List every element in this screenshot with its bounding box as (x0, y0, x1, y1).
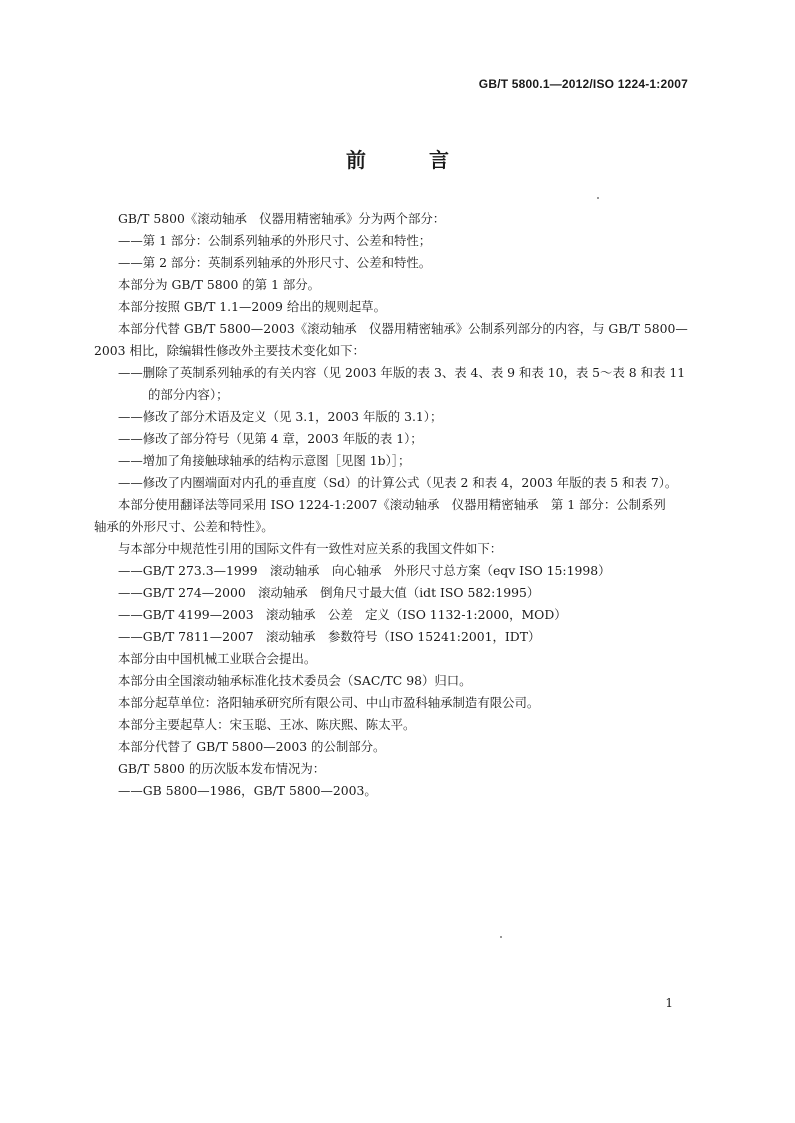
text-line: ——GB/T 273.3—1999 滚动轴承 向心轴承 外形尺寸总方案（eqv ISO 15:1998） (118, 563, 611, 578)
text-line: 本部分主要起草人：宋玉聪、王冰、陈庆熙、陈太平。 (118, 717, 416, 732)
scan-speck (597, 197, 599, 199)
text-line: ——修改了部分符号（见第 4 章，2003 年版的表 1）； (118, 431, 423, 446)
text-line: 本部分代替了 GB/T 5800—2003 的公制部分。 (118, 739, 386, 754)
text-line: ——第 2 部分：英制系列轴承的外形尺寸、公差和特性。 (118, 255, 432, 270)
text-line: ——第 1 部分：公制系列轴承的外形尺寸、公差和特性； (118, 233, 432, 248)
preface-body (94, 208, 698, 802)
text-line: ——增加了角接触球轴承的结构示意图［见图 1b）］； (118, 453, 411, 468)
page-title: 前 言 (346, 148, 477, 172)
text-line: 2003 相比，除编辑性修改外主要技术变化如下： (94, 343, 365, 358)
text-line: 轴承的外形尺寸、公差和特性》。 (94, 519, 274, 534)
text-line: GB/T 5800《滚动轴承 仪器用精密轴承》分为两个部分： (118, 211, 446, 226)
text-line: 本部分代替 GB/T 5800—2003《滚动轴承 仪器用精密轴承》公制系列部分的内容，与 GB/T 5800— (118, 321, 688, 336)
text-line: 本部分由全国滚动轴承标准化技术委员会（SAC/TC 98）归口。 (118, 673, 472, 688)
text-line: 的部分内容）； (148, 387, 229, 402)
text-line: 本部分为 GB/T 5800 的第 1 部分。 (118, 277, 321, 292)
text-line: ——GB 5800—1986，GB/T 5800—2003。 (118, 783, 377, 798)
text-line: 与本部分中规范性引用的国际文件有一致性对应关系的我国文件如下： (118, 541, 503, 556)
text-line: 本部分使用翻译法等同采用 ISO 1224-1:2007《滚动轴承 仪器用精密轴承 第 1 部分：公制系列 (118, 497, 666, 512)
text-line: ——删除了英制系列轴承的有关内容（见 2003 年版的表 3、表 4、表 9 和表 10，表 5～表 8 和表 11 (118, 365, 686, 380)
text-line: 本部分按照 GB/T 1.1—2009 给出的规则起草。 (118, 299, 386, 314)
standard-code-header: GB/T 5800.1—2012/ISO 1224-1:2007 (478, 77, 688, 91)
text-line: GB/T 5800 的历次版本发布情况为： (118, 761, 326, 776)
text-line: ——修改了内圈端面对内孔的垂直度（Sd）的计算公式（见表 2 和表 4，2003 年版的表 5 和表 7）。 (118, 475, 678, 490)
text-line: ——GB/T 274—2000 滚动轴承 倒角尺寸最大值（idt ISO 582:1995） (118, 585, 540, 600)
text-line: 本部分起草单位：洛阳轴承研究所有限公司、中山市盈科轴承制造有限公司。 (118, 695, 540, 710)
page-number: 1 (665, 996, 673, 1010)
scan-speck (500, 936, 502, 938)
text-line: 本部分由中国机械工业联合会提出。 (118, 651, 317, 666)
text-line: ——GB/T 4199—2003 滚动轴承 公差 定义（ISO 1132-1:2000，MOD） (118, 607, 567, 622)
text-line: ——GB/T 7811—2007 滚动轴承 参数符号（ISO 15241:2001，IDT） (118, 629, 541, 644)
text-line: ——修改了部分术语及定义（见 3.1，2003 年版的 3.1）； (118, 409, 443, 424)
